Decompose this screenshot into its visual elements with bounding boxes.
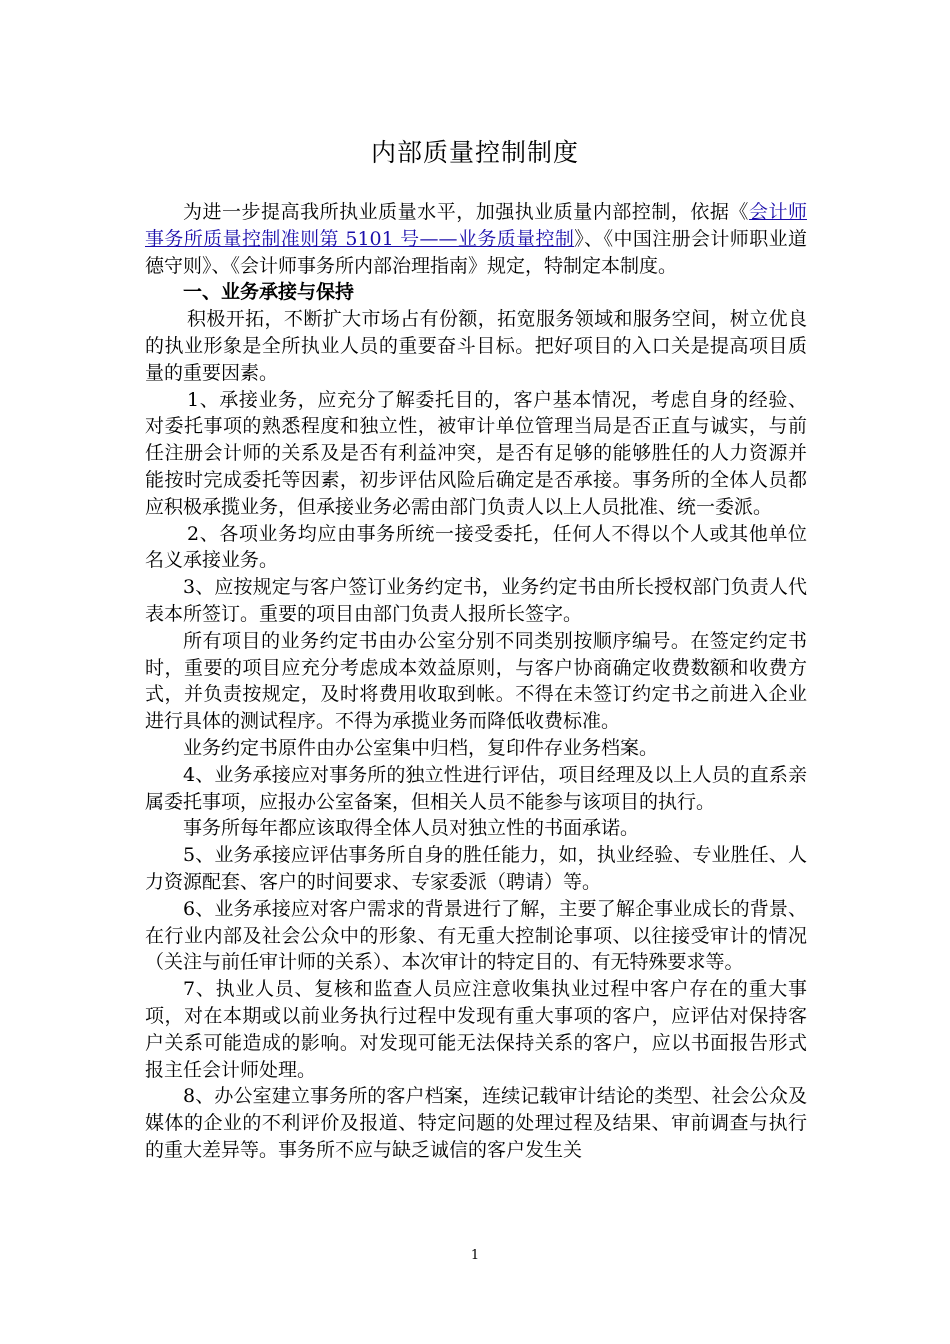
paragraph: 8、办公室建立事务所的客户档案，连续记载审计结论的类型、社会公众及媒体的企业的不利评价及报道、特定问题的处理过程及结果、审前调查与执行的重大差异等。事务所不应与缺乏诚信的客户发生关 bbox=[145, 1085, 807, 1161]
page-title: 内部质量控制制度 bbox=[370, 138, 579, 167]
intro-paragraph bbox=[145, 199, 807, 279]
paragraph: 事务所每年都应该取得全体人员对独立性的书面承诺。 bbox=[183, 817, 640, 840]
page-number: 1 bbox=[470, 1248, 480, 1263]
standard-reference-link[interactable]: 会计师事务所质量控制准则第 5101 号——业务质量控制 bbox=[145, 201, 807, 250]
paragraph: 所有项目的业务约定书由办公室分别不同类别按顺序编号。在签定约定书时，重要的项目应充分考虑成本效益原则，与客户协商确定收费数额和收费方式，并负责按规定，及时将费用收取到帐。不得在未签订约定书之前进入企业进行具体的测试程序。不得为承揽业务而降低收费标准。 bbox=[145, 629, 807, 733]
section-heading: 一、业务承接与保持 bbox=[183, 281, 355, 304]
document-body bbox=[145, 199, 807, 1164]
intro-text-after-link: 》、《中国注册会计师职业道德守则》、《会计师事务所内部治理指南》规定，特制定本制度。 bbox=[145, 227, 807, 277]
paragraph: 3、应按规定与客户签订业务约定书，业务约定书由所长授权部门负责人代表本所签订。重要的项目由部门负责人报所长签字。 bbox=[145, 576, 807, 625]
paragraph: 4、业务承接应对事务所的独立性进行评估，项目经理及以上人员的直系亲属委托事项，应报办公室备案，但相关人员不能参与该项目的执行。 bbox=[145, 763, 807, 813]
paragraph: 业务约定书原件由办公室集中归档，复印件存业务档案。 bbox=[183, 736, 659, 759]
paragraph: 2、各项业务均应由事务所统一接受委托，任何人不得以个人或其他单位名义承接业务。 bbox=[145, 522, 807, 572]
paragraph: 积极开拓，不断扩大市场占有份额，拓宽服务领域和服务空间，树立优良的执业形象是全所执业人员的重要奋斗目标。把好项目的入口关是提高项目质量的重要因素。 bbox=[145, 308, 807, 384]
intro-text-before-link: 为进一步提高我所执业质量水平，加强执业质量内部控制，依据《 bbox=[183, 201, 749, 223]
paragraph: 7、执业人员、复核和监查人员应注意收集执业过程中客户存在的重大事项，对在本期或以前业务执行过程中发现有重大事项的客户，应评估对保持客户关系可能造成的影响。对发现可能无法保持关系的客户，应以书面报告形式报主任会计师处理。 bbox=[145, 978, 807, 1081]
paragraph: 6、业务承接应对客户需求的背景进行了解，主要了解企事业成长的背景、在行业内部及社会公众中的形象、有无重大控制论事项、以往接受审计的情况（关注与前任审计师的关系）、本次审计的特定目的、有无特殊要求等。 bbox=[145, 897, 807, 974]
paragraph: 5、业务承接应评估事务所自身的胜任能力，如，执业经验、专业胜任、人力资源配套、客户的时间要求、专家委派（聘请）等。 bbox=[145, 844, 807, 893]
paragraph: 1、承接业务，应充分了解委托目的，客户基本情况，考虑自身的经验、对委托事项的熟悉程度和独立性，被审计单位管理当局是否正直与诚实，与前任注册会计师的关系及是否有利益冲突，是否有足够的能够胜任的人力资源并能按时完成委托等因素，初步评估风险后确定是否承接。事务所的全体人员都应积极承揽业务，但承接业务必需由部门负责人以上人员批准、统一委派。 bbox=[145, 388, 807, 518]
